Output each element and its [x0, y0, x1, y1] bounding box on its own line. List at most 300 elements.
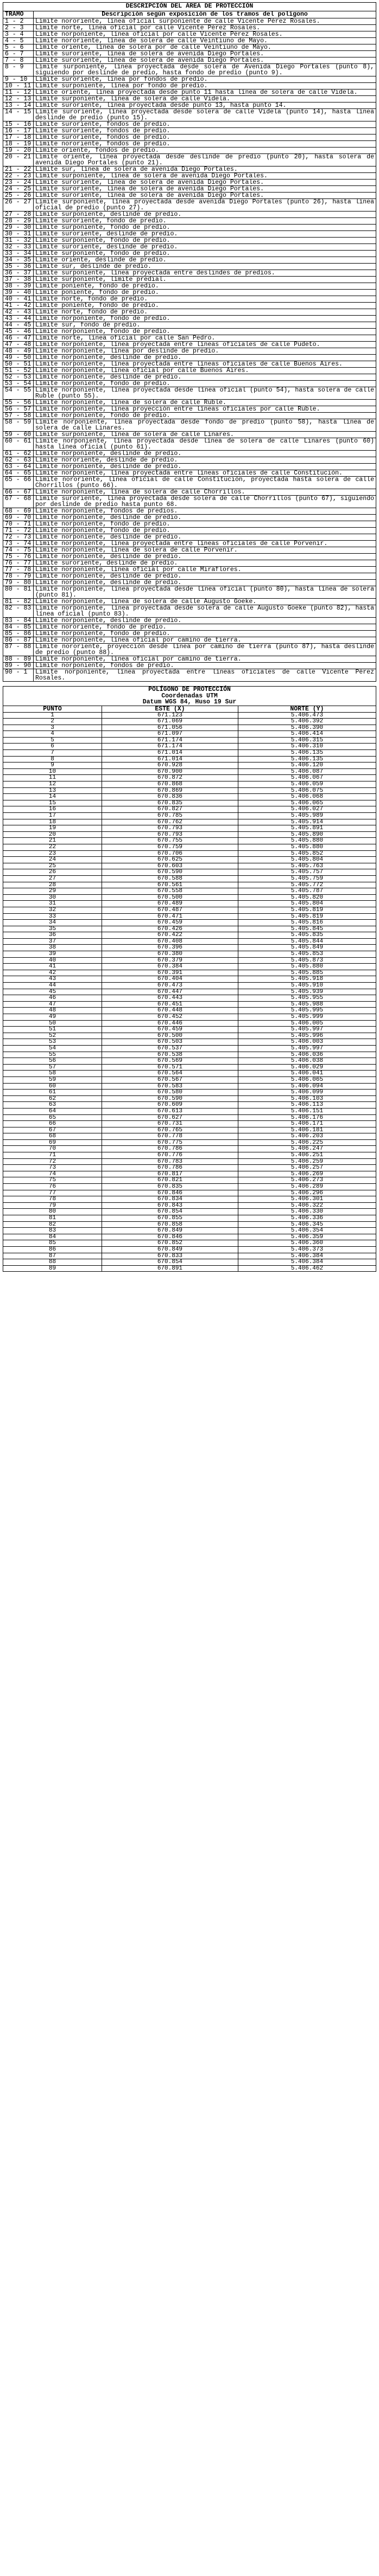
table-row: [3, 186, 376, 193]
table-row: [3, 1114, 376, 1121]
punto-cell: 12: [3, 781, 102, 788]
tramo-cell: 7 - 8: [3, 57, 34, 64]
este-cell: 670.858: [102, 1221, 238, 1228]
tramo-cell: 70 - 71: [3, 521, 34, 528]
description-cell: Límite norponiente, deslinde de predio.: [34, 451, 376, 457]
punto-cell: 61: [3, 1090, 102, 1096]
punto-cell: 66: [3, 1121, 102, 1127]
description-cell: Límite suroriente, fondos de predio.: [34, 121, 376, 128]
table-row: [3, 1095, 376, 1102]
description-cell: Límite norponiente, deslinde de predio.: [34, 554, 376, 560]
description-cell: Límite nororiente, fondos de predio.: [34, 141, 376, 148]
tramo-cell: 14 - 15: [3, 109, 34, 121]
description-cell: Límite surponiente, fondo de predio.: [34, 238, 376, 244]
description-cell: Límite surponiente, línea por fondo de predio.: [34, 83, 376, 89]
table-row: [3, 857, 376, 863]
este-cell: 670.868: [102, 781, 238, 788]
punto-cell: 16: [3, 806, 102, 813]
norte-cell: 5.406.330: [238, 1209, 376, 1215]
table-row: [3, 225, 376, 231]
punto-cell: 23: [3, 850, 102, 857]
punto-cell: 3: [3, 725, 102, 731]
description-cell: Límite suroriente, línea de solera de avenida Diego Portales.: [34, 51, 376, 57]
norte-cell: 5.406.181: [238, 1127, 376, 1133]
description-cell: Límite surponiente, línea de solera de avenida Diego Portales.: [34, 173, 376, 180]
punto-cell: 14: [3, 794, 102, 800]
este-cell: 670.836: [102, 794, 238, 800]
este-cell: 671.174: [102, 744, 238, 750]
table-row: [3, 1076, 376, 1083]
este-cell: 670.849: [102, 1228, 238, 1234]
description-cell: Límite surponiente, fondo de predio.: [34, 251, 376, 257]
table-row: [3, 141, 376, 148]
table-row: [3, 76, 376, 83]
norte-cell: 5.405.885: [238, 970, 376, 976]
tramo-cell: 68 - 69: [3, 508, 34, 515]
table-row: [3, 406, 376, 413]
norte-cell: 5.406.462: [238, 1265, 376, 1272]
table-row: [3, 489, 376, 496]
tramo-cell: 87 - 88: [3, 644, 34, 656]
table-row: [3, 31, 376, 38]
table-row: [3, 1090, 376, 1096]
tramo-cell: 52 - 53: [3, 374, 34, 381]
table-row: [3, 825, 376, 832]
table-row: [3, 775, 376, 781]
description-cell: Límite norponiente, línea proyectada desde solera de calle Augusto Goeke (punto 82), hasta línea oficial (punto 83).: [34, 605, 376, 618]
table-row: [3, 813, 376, 819]
table-row: [3, 303, 376, 309]
este-cell: 670.459: [102, 1027, 238, 1033]
table-row: [3, 218, 376, 225]
table-row: [3, 580, 376, 586]
table-row: [3, 618, 376, 624]
table-row: [3, 888, 376, 895]
norte-cell: 5.406.068: [238, 794, 376, 800]
norte-cell: 5.406.414: [238, 731, 376, 738]
este-cell: 670.489: [102, 901, 238, 907]
punto-cell: 71: [3, 1152, 102, 1159]
table-row: [3, 1209, 376, 1215]
table-row: [3, 951, 376, 958]
description-cell: Límite suroriente, fondo de predio.: [34, 218, 376, 225]
table-row: [3, 712, 376, 719]
table-row: [3, 1184, 376, 1190]
table-row: [3, 335, 376, 342]
este-cell: 670.446: [102, 1020, 238, 1027]
norte-cell: 5.405.880: [238, 964, 376, 970]
table-row: [3, 850, 376, 857]
table-row: [3, 457, 376, 464]
este-cell: 670.384: [102, 964, 238, 970]
description-cell: Límite suroriente, línea proyectada desde solera de calle Chorrillos (punto 67), siguiendo por deslinde de predio hasta punto 68.: [34, 496, 376, 508]
tramo-cell: 77 - 78: [3, 567, 34, 573]
este-cell: 670.625: [102, 857, 238, 863]
norte-cell: 5.406.067: [238, 775, 376, 781]
description-cell: Límite surponiente, línea proyectada desde avenida Diego Portales (punto 26), hasta línea oficial de predio (punto 27).: [34, 199, 376, 212]
punto-cell: 80: [3, 1209, 102, 1215]
table-row: [3, 1240, 376, 1247]
punto-cell: 27: [3, 875, 102, 882]
table-row: [3, 669, 376, 682]
este-cell: 670.849: [102, 1246, 238, 1253]
norte-cell: 5.405.816: [238, 920, 376, 926]
table-row: [3, 342, 376, 348]
description-cell: Límite norponiente, línea proyectada entre líneas oficiales de calle Pudeto.: [34, 342, 376, 348]
description-cell: Límite suroriente, línea proyectada desde solera de calle Videla (punto 14), hasta línea deslinde de predio (punto 15).: [34, 109, 376, 121]
tramo-cell: 71 - 72: [3, 528, 34, 534]
table-row: [3, 1234, 376, 1240]
description-cell: Límite norponiente, fondo de predio.: [34, 381, 376, 387]
este-cell: 670.448: [102, 1008, 238, 1014]
norte-cell: 5.406.296: [238, 1190, 376, 1196]
este-cell: 670.817: [102, 1171, 238, 1177]
table-row: [3, 838, 376, 844]
norte-cell: 5.406.301: [238, 1196, 376, 1203]
tramo-cell: 1 - 2: [3, 18, 34, 25]
norte-cell: 5.406.075: [238, 787, 376, 794]
punto-cell: 88: [3, 1259, 102, 1266]
table-row: [3, 907, 376, 913]
table-row: [3, 1152, 376, 1159]
punto-cell: 75: [3, 1177, 102, 1184]
tramo-cell: 21 - 22: [3, 166, 34, 173]
tramo-cell: 43 - 44: [3, 316, 34, 322]
este-cell: 671.069: [102, 719, 238, 725]
table-row: [3, 913, 376, 920]
tramo-cell: 2 - 3: [3, 25, 34, 31]
description-cell: Límite norponiente, fondos de predio.: [34, 663, 376, 669]
table-row: [3, 521, 376, 528]
norte-cell: 5.405.996: [238, 1033, 376, 1039]
table-row: [3, 547, 376, 554]
table-row: [3, 806, 376, 813]
table-row: [3, 121, 376, 128]
este-cell: 671.097: [102, 731, 238, 738]
tramo-cell: 76 - 77: [3, 560, 34, 567]
table-row: [3, 238, 376, 244]
table-row: [3, 400, 376, 406]
table-row: [3, 995, 376, 1002]
area-description-body: [3, 18, 376, 682]
punto-cell: 4: [3, 731, 102, 738]
punto-cell: 77: [3, 1190, 102, 1196]
table-row: [3, 361, 376, 368]
table-row: [3, 663, 376, 669]
este-cell: 670.891: [102, 1265, 238, 1272]
punto-cell: 11: [3, 775, 102, 781]
tramo-cell: 58 - 59: [3, 419, 34, 432]
table-row: [3, 1253, 376, 1259]
description-cell: Límite suroriente, línea por fondos de predio.: [34, 76, 376, 83]
table-row: [3, 413, 376, 419]
tramo-cell: 24 - 25: [3, 186, 34, 193]
tramo-cell: 13 - 14: [3, 102, 34, 109]
description-cell: Límite norponiente, deslinde de predio.: [34, 355, 376, 361]
description-cell: Límite norponiente, línea oficial por camino de tierra.: [34, 637, 376, 644]
description-cell: Límite nororiente, línea oficial surponiente de calle Vicente Pérez Rosales.: [34, 18, 376, 25]
tramo-cell: 18 - 19: [3, 141, 34, 148]
table-row: [3, 451, 376, 457]
tramo-cell: 62 - 63: [3, 457, 34, 464]
punto-cell: 6: [3, 744, 102, 750]
norte-cell: 5.406.135: [238, 756, 376, 762]
table-row: [3, 744, 376, 750]
punto-cell: 41: [3, 964, 102, 970]
punto-cell: 49: [3, 1014, 102, 1021]
norte-cell: 5.406.392: [238, 719, 376, 725]
punto-cell: 28: [3, 882, 102, 888]
norte-cell: 5.405.988: [238, 1001, 376, 1008]
table-row: [3, 1020, 376, 1027]
tramo-cell: 66 - 67: [3, 489, 34, 496]
norte-cell: 5.405.873: [238, 957, 376, 964]
table-row: [3, 756, 376, 762]
este-cell: 670.835: [102, 1184, 238, 1190]
table-row: [3, 644, 376, 656]
norte-cell: 5.406.171: [238, 1121, 376, 1127]
norte-cell: 5.405.835: [238, 932, 376, 939]
este-cell: 670.731: [102, 1121, 238, 1127]
description-cell: Límite surponiente, fondo de predio.: [34, 225, 376, 231]
este-cell: 670.500: [102, 894, 238, 901]
norte-cell: 5.406.384: [238, 1259, 376, 1266]
este-cell: 670.759: [102, 844, 238, 850]
table-row: [3, 387, 376, 400]
este-cell: 670.379: [102, 957, 238, 964]
tramo-cell: 53 - 54: [3, 381, 34, 387]
punto-cell: 62: [3, 1095, 102, 1102]
table-row: [3, 1071, 376, 1077]
este-cell: 670.603: [102, 863, 238, 869]
description-cell: Límite norponiente, línea proyectada desde línea oficial (punto 54), hasta solera de calle Ruble (punto 55).: [34, 387, 376, 400]
description-cell: Límite suroriente, línea de solera de avenida Diego Portales.: [34, 186, 376, 193]
table-row: [3, 1146, 376, 1152]
punto-cell: 54: [3, 1045, 102, 1052]
tramo-cell: 29 - 30: [3, 225, 34, 231]
tramo-cell: 55 - 56: [3, 400, 34, 406]
norte-cell: 5.405.849: [238, 945, 376, 951]
description-cell: Límite norte, línea oficial por calle Vicente Pérez Rosales.: [34, 25, 376, 31]
este-cell: 670.778: [102, 1133, 238, 1140]
utm-coordinates-body: [3, 712, 376, 1272]
table-row: [3, 1014, 376, 1021]
norte-cell: 5.406.225: [238, 1139, 376, 1146]
norte-cell: 5.406.003: [238, 1039, 376, 1046]
description-cell: Límite norponiente, línea proyectada desde línea de solera de calle Linares (punto 60) hasta línea oficial (punto 61).: [34, 438, 376, 451]
col-tramo-header: TRAMO: [3, 11, 34, 18]
table-row: [3, 945, 376, 951]
punto-cell: 59: [3, 1076, 102, 1083]
table-row: [3, 894, 376, 901]
table-row: [3, 270, 376, 277]
table-row: [3, 1165, 376, 1171]
punto-cell: 39: [3, 951, 102, 958]
este-cell: 670.422: [102, 932, 238, 939]
este-cell: 670.852: [102, 1240, 238, 1247]
punto-cell: 52: [3, 1033, 102, 1039]
este-cell: 670.588: [102, 875, 238, 882]
table-row: [3, 1177, 376, 1184]
tramo-cell: 4 - 5: [3, 38, 34, 44]
description-cell: Límite oriente, deslinde de predio.: [34, 257, 376, 264]
tramo-cell: 44 - 45: [3, 322, 34, 329]
norte-cell: 5.406.259: [238, 1158, 376, 1165]
tramo-cell: 59 - 60: [3, 432, 34, 438]
norte-cell: 5.405.914: [238, 819, 376, 825]
este-cell: 670.928: [102, 762, 238, 769]
tramo-cell: 56 - 57: [3, 406, 34, 413]
punto-cell: 31: [3, 901, 102, 907]
table-row: [3, 1033, 376, 1039]
tramo-cell: 49 - 50: [3, 355, 34, 361]
table-row: [3, 882, 376, 888]
punto-cell: 86: [3, 1246, 102, 1253]
table-row: [3, 976, 376, 983]
norte-cell: 5.406.099: [238, 1090, 376, 1096]
norte-cell: 5.406.065: [238, 800, 376, 806]
table-row: [3, 1228, 376, 1234]
tramo-cell: 85 - 86: [3, 631, 34, 637]
tramo-cell: 9 - 10: [3, 76, 34, 83]
table-row: [3, 631, 376, 637]
norte-cell: 5.406.151: [238, 1108, 376, 1114]
table-row: [3, 432, 376, 438]
norte-cell: 5.406.036: [238, 1052, 376, 1058]
este-cell: 670.762: [102, 819, 238, 825]
punto-cell: 32: [3, 907, 102, 913]
este-cell: 670.471: [102, 913, 238, 920]
este-cell: 670.755: [102, 838, 238, 844]
description-cell: Límite norponiente, fondo de predio.: [34, 316, 376, 322]
este-cell: 670.854: [102, 1259, 238, 1266]
description-cell: Límite sur, línea de solera de avenida Diego Portales.: [34, 166, 376, 173]
description-cell: Límite suroriente, línea proyectada desde punto 13, hasta punto 14.: [34, 102, 376, 109]
norte-cell: 5.405.853: [238, 951, 376, 958]
table-row: [3, 257, 376, 264]
description-cell: Límite norponiente, línea oficial por calle Vicente Pérez Rosales.: [34, 31, 376, 38]
table-row: [3, 957, 376, 964]
norte-cell: 5.405.918: [238, 976, 376, 983]
tramo-cell: 20 - 21: [3, 154, 34, 166]
table-row: [3, 1202, 376, 1209]
norte-cell: 5.406.094: [238, 1083, 376, 1090]
norte-cell: 5.406.027: [238, 806, 376, 813]
table-row: [3, 750, 376, 757]
description-cell: Límite oriente, fondos de predio.: [34, 148, 376, 154]
punto-cell: 72: [3, 1158, 102, 1165]
tramo-cell: 15 - 16: [3, 121, 34, 128]
table-row: [3, 496, 376, 508]
norte-cell: 5.405.997: [238, 1027, 376, 1033]
punto-cell: 36: [3, 932, 102, 939]
table-row: [3, 762, 376, 769]
punto-cell: 73: [3, 1165, 102, 1171]
tramo-cell: 81 - 82: [3, 599, 34, 605]
table-row: [3, 109, 376, 121]
table-row: [3, 464, 376, 470]
description-cell: Límite surponiente, línea de solera de calle Videla.: [34, 96, 376, 102]
table-row: [3, 44, 376, 51]
norte-cell: 5.405.819: [238, 907, 376, 913]
este-cell: 670.408: [102, 938, 238, 945]
table-row: [3, 419, 376, 432]
table-row: [3, 1190, 376, 1196]
table-row: [3, 1121, 376, 1127]
table-row: [3, 831, 376, 838]
table-row: [3, 470, 376, 477]
este-cell: 670.580: [102, 1090, 238, 1096]
table-row: [3, 264, 376, 270]
punto-cell: 33: [3, 913, 102, 920]
norte-cell: 5.406.390: [238, 725, 376, 731]
table-row: [3, 1171, 376, 1177]
norte-cell: 5.406.103: [238, 1095, 376, 1102]
description-cell: Límite sur, fondo de predio.: [34, 322, 376, 329]
tramo-cell: 32 - 33: [3, 244, 34, 251]
punto-cell: 56: [3, 1058, 102, 1065]
description-cell: Límite oriente, línea de solera por de calle Veintiuno de Mayo.: [34, 44, 376, 51]
description-cell: Límite suroriente, fondos de predio.: [34, 128, 376, 134]
table-row: [3, 316, 376, 322]
tramo-cell: 72 - 73: [3, 534, 34, 541]
table-row: [3, 309, 376, 316]
este-cell: 670.503: [102, 1039, 238, 1046]
este-cell: 670.872: [102, 775, 238, 781]
punto-cell: 79: [3, 1202, 102, 1209]
table-row: [3, 381, 376, 387]
tramo-cell: 38 - 39: [3, 283, 34, 290]
description-cell: Límite surponiente, línea de solera de calle Linares.: [34, 432, 376, 438]
description-cell: Límite suroriente, fondos de predio.: [34, 134, 376, 141]
punto-cell: 65: [3, 1114, 102, 1121]
punto-cell: 50: [3, 1020, 102, 1027]
table-row: [3, 231, 376, 238]
description-cell: Límite norponiente, fondo de predio.: [34, 528, 376, 534]
norte-cell: 5.406.135: [238, 750, 376, 757]
punto-cell: 45: [3, 989, 102, 995]
este-cell: 670.786: [102, 1146, 238, 1152]
tramo-cell: 86 - 87: [3, 637, 34, 644]
col-punto-header: PUNTO: [3, 706, 102, 712]
punto-cell: 26: [3, 869, 102, 876]
punto-cell: 43: [3, 976, 102, 983]
este-cell: 670.443: [102, 995, 238, 1002]
este-cell: 670.855: [102, 1215, 238, 1222]
punto-cell: 68: [3, 1133, 102, 1140]
punto-cell: 74: [3, 1171, 102, 1177]
este-cell: 670.561: [102, 882, 238, 888]
norte-cell: 5.405.880: [238, 838, 376, 844]
table-row: [3, 57, 376, 64]
area-description-table: [3, 2, 376, 682]
description-cell: Límite oriente, línea proyectada desde punto 11 hasta línea de solera de calle Videla.: [34, 89, 376, 96]
table-row: [3, 768, 376, 775]
norte-cell: 5.405.787: [238, 888, 376, 895]
description-cell: Límite nororiente, fondo de predio.: [34, 624, 376, 631]
norte-cell: 5.406.005: [238, 1020, 376, 1027]
norte-cell: 5.405.997: [238, 1045, 376, 1052]
punto-cell: 57: [3, 1064, 102, 1071]
description-cell: Límite surponiente, deslinde de predio.: [34, 212, 376, 218]
table-row: [3, 1039, 376, 1046]
punto-cell: 44: [3, 983, 102, 989]
tramo-cell: 63 - 64: [3, 464, 34, 470]
norte-cell: 5.405.804: [238, 857, 376, 863]
table-row: [3, 844, 376, 850]
col-description-header: Descripción según exposición de los tramos del polígono: [34, 11, 376, 18]
punto-cell: 47: [3, 1001, 102, 1008]
